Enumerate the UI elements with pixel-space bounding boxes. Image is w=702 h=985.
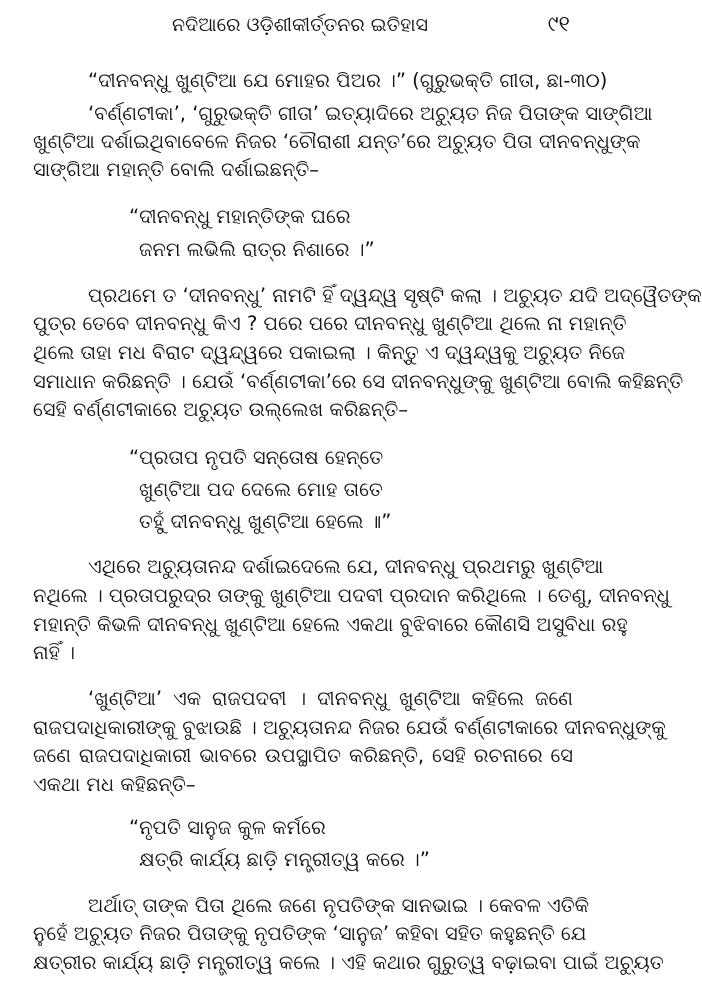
paragraph-line: କ୍ଷତ୍ରୀର କାର୍ଯ୍ୟ ଛାଡ଼ି ମନ୍ତ୍ରୀତ୍ୱ କଲେ । ଏହି କଥାର ଗୁରୁତ୍ୱ ବଢ଼ାଇବା ପାଇଁ ଅଚ୍ୟୁତ xyxy=(33,951,664,974)
paragraph-line: ଖୁଣ୍ଟିଆ ଦର୍ଶାଇଥିବାବେଳେ ନିଜର ‘ଚୌରାଶୀ ଯନ୍ତ’ରେ ଅଚ୍ୟୁତ ପିତା ଦୀନବନ୍ଧୁଙ୍କ xyxy=(33,130,641,153)
paragraph-line: ‘ବର୍ଣ୍ଣଟୀକା’, ‘ଗୁରୁଭକ୍ତି ଗୀତା’ ଇତ୍ୟାଦିରେ ଅଚ୍ୟୁତ ନିଜ ପିତାଙ୍କ ସାଙ୍ଗିଆ xyxy=(88,102,653,125)
paragraph-line: ନୁହେଁ ଅଚ୍ୟୁତ ନିଜର ପିତାଙ୍କୁ ନୃପତିଙ୍କ ‘ସାନୁଜ’ କହିବା ସହିତ କହୁଛନ୍ତି ଯେ xyxy=(33,922,587,945)
paragraph-line: ନାହିଁ । xyxy=(33,641,76,664)
running-title: ନଦିଆରେ ଓଡ଼ିଶୀକୀର୍ତ୍ତନର ଇତିହାସ xyxy=(172,14,428,36)
paragraph-line: ପୁତ୍ର ତେବେ ଦୀନବନ୍ଧୁ କିଏ ? ପରେ ପରେ ଦୀନବନ୍ଧୁ ଖୁଣ୍ଟିଆ ଥିଲେ ନା ମହାନ୍ତି xyxy=(33,312,627,335)
paragraph-line: ନଥିଲେ । ପ୍ରତାପରୁଦ୍ର ତାଙ୍କୁ ଖୁଣ୍ଟିଆ ପଦବୀ ପ୍ରଦାନ କରିଥିଲେ । ତେଣୁ, ଦୀନବନ୍ଧୁ xyxy=(33,584,670,607)
paragraph-line: ପ୍ରଥମେ ତ ‘ଦୀନବନ୍ଧୁ’ ନାମଟି ହିଁ ଦ୍ୱନ୍ଦ୍ୱ ସୃଷ୍ଟି କଲା । ଅଚ୍ୟୁତ ଯଦି ଅଦ୍ୱୈତଙ୍କ xyxy=(88,284,702,307)
verse-line: ତହୁଁ ଦୀନବନ୍ଧୁ ଖୁଣ୍ଟିଆ ହେଲେ ॥” xyxy=(139,510,392,533)
verse-line: କ୍ଷତ୍ରି କାର୍ଯ୍ୟ ଛାଡ଼ି ମନ୍ତ୍ରୀତ୍ୱ କରେ ।” xyxy=(139,848,430,871)
paragraph-line: ମହାନ୍ତି କିଭଳି ଦୀନବନ୍ଧୁ ଖୁଣ୍ଟିଆ ହେଲେ ଏକଥା ବୁଝିବାରେ କୌଣସି ଅସୁବିଧା ରହୁ xyxy=(33,613,628,636)
paragraph-line: ଜଣେ ରାଜପଦାଧିକାରୀ ଭାବରେ ଉପସ୍ଥାପିତ କରିଛନ୍ତି, ସେହି ରଚନାରେ ସେ xyxy=(33,744,573,767)
verse-line: “ପ୍ରତାପ ନୃପତି ସନ୍ତୋଷ ହେନ୍ତେ xyxy=(129,446,384,469)
page-number: ୯୧ xyxy=(547,12,570,37)
paragraph-line: ଥିଲେ ତାହା ମଧ ବିରାଟ ଦ୍ୱନ୍ଦ୍ୱରେ ପକାଇଲା । କିନ୍ତୁ ଏ ଦ୍ୱନ୍ଦ୍ୱକୁ ଅଚ୍ୟୁତ ନିଜେ xyxy=(33,341,626,364)
paragraph-line: ସମାଧାନ କରିଛନ୍ତି । ଯେଉଁ ‘ବର୍ଣ୍ଣଟୀକା’ରେ ସେ ଦୀନବନ୍ଧୁଙ୍କୁ ଖୁଣ୍ଟିଆ ବୋଲି କହିଛନ୍ତି xyxy=(33,370,684,393)
quote-line: “ଦୀନବନ୍ଧୁ ଖୁଣ୍ଟିଆ ଯେ ମୋହର ପିଅର ।” (ଗୁରୁଭକ୍ତି ଗୀତା, ଛା-୩୦) xyxy=(88,69,608,92)
verse-line: ଖୁଣ୍ଟିଆ ପଦ ଦେଲେ ମୋହ ତାତେ xyxy=(139,478,383,501)
paragraph-line: ଏଥିରେ ଅଚ୍ୟୁତାନନ୍ଦ ଦର୍ଶାଇଦେଲେ ଯେ, ଦୀନବନ୍ଧୁ ପ୍ରଥମରୁ ଖୁଣ୍ଟିଆ xyxy=(88,555,604,578)
verse-line: “ଦୀନବନ୍ଧୁ ମହାନ୍ତିଙ୍କ ଘରେ xyxy=(129,205,351,228)
paragraph-line: ସାଙ୍ଗିଆ ମହାନ୍ତି ବୋଲି ଦର୍ଶାଇଛନ୍ତି– xyxy=(33,158,320,181)
paragraph-line: ସେହି ବର୍ଣ୍ଣଟୀକାରେ ଅଚ୍ୟୁତ ଉଲ୍ଲେଖ କରିଛନ୍ତି– xyxy=(33,398,409,421)
paragraph-line: ‘ଖୁଣ୍ଟିଆ’ ଏକ ରାଜପଦବୀ । ଦୀନବନ୍ଧୁ ଖୁଣ୍ଟିଆ କହିଲେ ଜଣେ xyxy=(88,687,573,710)
paragraph-line: ଏକଥା ମଧ କହିଛନ୍ତି– xyxy=(33,773,196,796)
paragraph-line: ରାଜପଦାଧିକାରୀଙ୍କୁ ବୁଝାଉଛି । ଅଚ୍ୟୁତାନନ୍ଦ ନିଜର ଯେଉଁ ବର୍ଣ୍ଣଟୀକାରେ ଦୀନବନ୍ଧୁଙ୍କୁ xyxy=(33,716,666,739)
paragraph-line: ଅର୍ଥାତ୍ ତାଙ୍କ ପିତା ଥିଲେ ଜଣେ ନୃପତିଙ୍କ ସାନଭାଇ । କେବଳ ଏତିକି xyxy=(88,894,590,917)
verse-line: ଜନମ ଲଭିଲି ରାତ୍ର ନିଶାରେ ।” xyxy=(139,238,375,261)
verse-line: “ନୃପତି ସାନୁଜ କୁଳ କର୍ମରେ xyxy=(129,816,326,839)
